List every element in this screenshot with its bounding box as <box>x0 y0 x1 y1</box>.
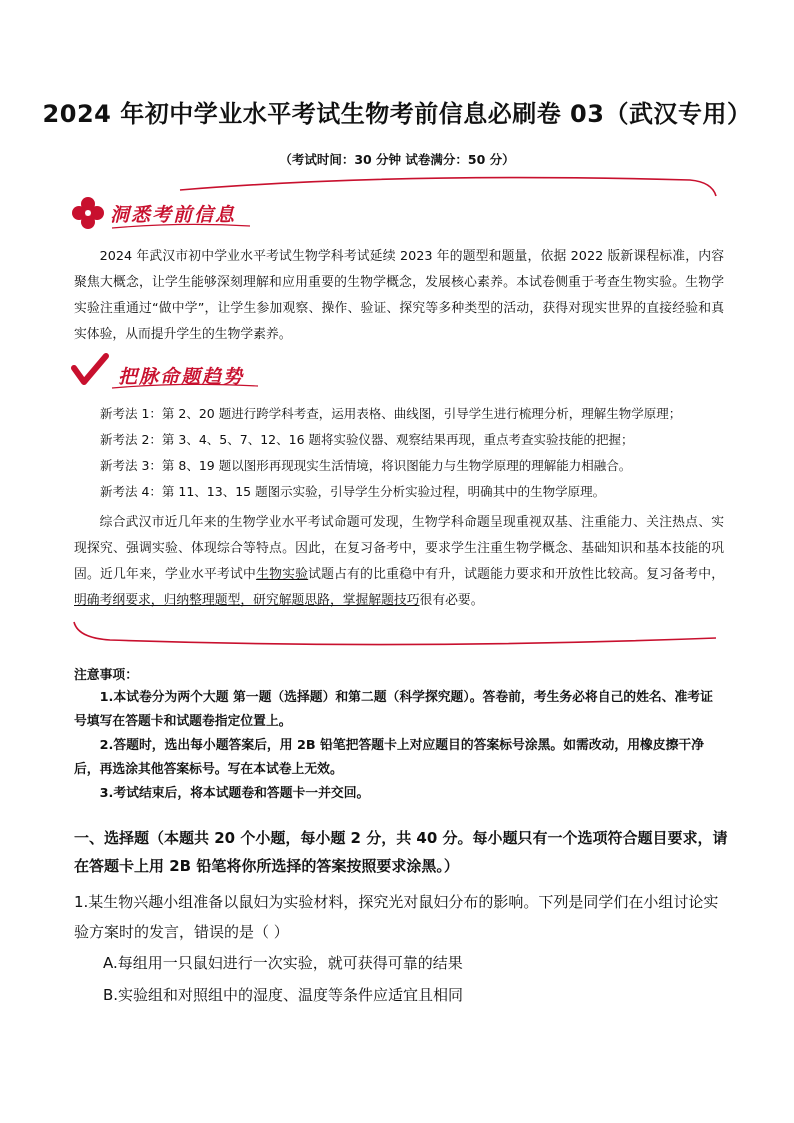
notice-item <box>74 686 724 734</box>
notice-title: 注意事项： <box>74 668 138 683</box>
trend-summary <box>74 510 724 614</box>
info-paragraph-text: 2024 年武汉市初中学业水平考试生物学科考试延续 2023 年的题型和题量，依据 2022 版新课程标准，内容聚焦大概念，让学生能够深刻理解和应用重要的生物学概念，发展核心素养。本试卷侧重于考查生物实验。生物学实验注重通过“做中学”，让学生参加观察、操作、验证、探究等多种类型的活动，获得对现实世界的直接经验和真实体验，从而提升学生的生物学素养。 <box>74 249 724 342</box>
info-paragraph <box>74 244 724 348</box>
summary-text: 综合武汉市近几年来的生物学业水平考试命题可发现，生物学科命题呈现重视双基、注重能力、关注热点、实现探究、强调实验、体现综合等特点。因此，在复习备考中，要求学生注重生物学概念、基础知识和基本技能的巩固。近几年来，学业水平考试中 <box>74 515 724 582</box>
notice-item <box>74 734 724 782</box>
law-item: 新考法 3：第 8、19 题以图形再现现实生活情境，将识图能力与生物学原理的理解能力相融合。 <box>100 458 632 473</box>
summary-highlight: 明确考纲要求，归纳整理题型，研究解题思路，掌握解题技巧 <box>74 593 420 608</box>
notice-text: 2.答题时，选出每小题答案后，用 2B 铅笔把答题卡上对应题目的答案标号涂黑。如需改动，用橡皮擦干净后，再选涂其他答案标号。写在本试卷上无效。 <box>74 738 704 777</box>
question-option: A.每组用一只鼠妇进行一次实验，就可获得可靠的结果 <box>103 954 463 972</box>
law-item: 新考法 2：第 3、4、5、7、12、16 题将实验仪器、观察结果再现，重点考查实验技能的把握； <box>100 432 634 447</box>
section-one-heading: 一、选择题（本题共 20 个小题，每小题 2 分，共 40 分。每小题只有一个选项符合题目要求，请在答题卡上用 2B 铅笔将你所选择的答案按照要求涂黑。） <box>74 829 728 875</box>
clover-icon <box>72 197 104 229</box>
page-title: 2024 年初中学业水平考试生物考前信息必刷卷 03（武汉专用） <box>42 100 752 128</box>
summary-highlight: 生物实验 <box>256 567 309 582</box>
notice-text: 3.考试结束后，将本试题卷和答题卡一并交回。 <box>99 786 370 801</box>
question-option: B.实验组和对照组中的湿度、温度等条件应适宜且相同 <box>103 986 464 1004</box>
section-heading-trend: 把脉命题趋势 <box>118 366 245 388</box>
notice-item <box>74 782 724 806</box>
notice-text: 1.本试卷分为两个大题 第一题（选择题）和第二题（科学探究题）。答卷前，考生务必将自己的姓名、准考证号填写在答题卡和试题卷指定位置上。 <box>74 690 713 729</box>
exam-info: （考试时间：30 分钟 试卷满分：50 分） <box>279 152 515 167</box>
law-item: 新考法 1：第 2、20 题进行跨学科考查，运用表格、曲线图，引导学生进行梳理分析，理解生物学原理； <box>100 406 682 421</box>
summary-text: 很有必要。 <box>419 593 484 608</box>
summary-text: 试题占有的比重稳中有升，试题能力要求和开放性比较高。复习备考中， <box>308 567 725 582</box>
section-heading-info: 洞悉考前信息 <box>110 204 237 226</box>
check-icon <box>74 356 106 382</box>
law-item: 新考法 4：第 11、13、15 题图示实验，引导学生分析实验过程，明确其中的生物学原理。 <box>100 484 606 499</box>
question-stem: 1.某生物兴趣小组准备以鼠妇为实验材料，探究光对鼠妇分布的影响。下列是同学们在小组讨论实验方案时的发言，错误的是（ ） <box>74 893 719 941</box>
